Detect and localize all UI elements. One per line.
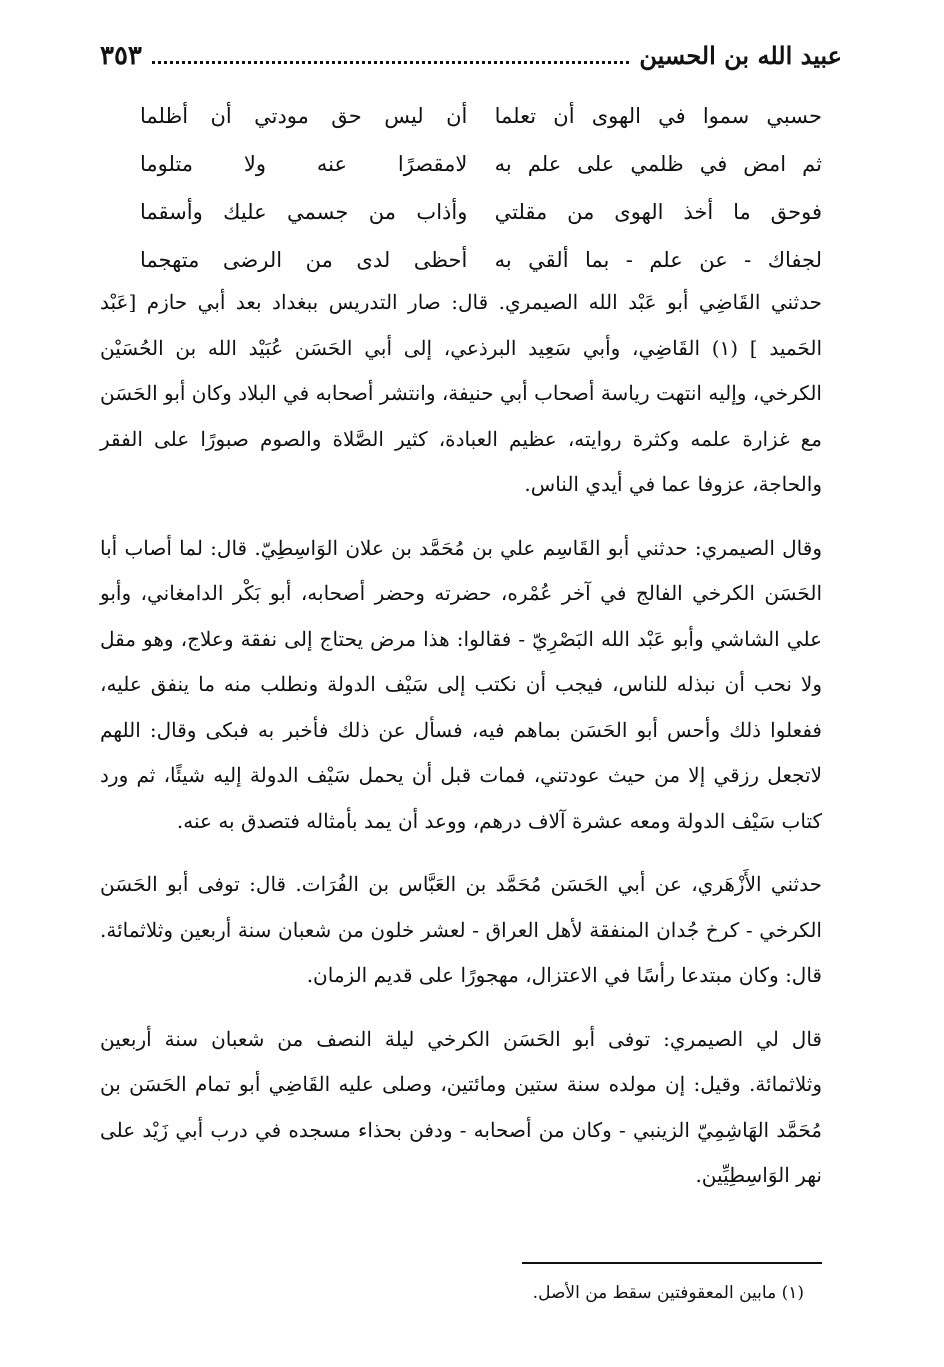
footnote: (١) مابين المعقوفتين سقط من الأصل.: [532, 1283, 804, 1303]
page-number: ٣٥٣: [100, 41, 142, 71]
poem-verse: [140, 140, 822, 188]
paragraph: وقال الصيمري: حدثني أبو القَاسِم علي بن مُحَمَّد بن علان الوَاسِطِيّ. قال: لما أصاب أبا الحَسَن الكرخي الفالج في آخر عُمْره، حضرته وحضر أصحابه، أبو بَكْر الدامغاني، وأبو علي الشاشي وأبو عَبْد الله البَصْرِيّ - فقالوا: هذا مرض يحتاج إلى نفقة وعلاج، وهو مقل ولا نحب أن نبذله للناس، فيجب أن نكتب إلى سَيْف الدولة ونطلب منه ما ينفق عليه، ففعلوا ذلك وأحس أبو الحَسَن بماهم فيه، فسأل عن ذلك فأخبر به فبكى وقال: اللهم لاتجعل رزقي إلا من حيث عودتني، فمات قبل أن يحمل سَيْف الدولة إليه شيئًا، ثم ورد كتاب سَيْف الدولة ومعه عشرة آلاف درهم، ووعد أن يمد بأمثاله فتصدق به عنه.: [100, 535, 822, 833]
verse-second-hemistich: أحظى لدى من الرضى متهجما: [140, 248, 468, 272]
verse-second-hemistich: أن ليس حق مودتي أن أظلما: [140, 104, 468, 128]
running-title: عبيد الله بن الحسين: [639, 41, 842, 70]
paragraph: حدثني القَاضِي أبو عَبْد الله الصيمري. قال: صار التدريس ببغداد بعد أبي حازم [عَبْد الحَميد ] (١) القَاضِي، وأبي سَعِيد البرذعي، إلى أبي الحَسَن عُبَيْد الله بن الحُسَيْن الكرخي، وإليه انتهت رياسة أصحاب أبي حنيفة، وانتشر أصحابه في البلاد وكان أبو الحَسَن مع غزارة علمه وكثرة روايته، عظيم العبادة، كثير الصَّلاة والصوم صبورًا على الفقر والحاجة، عزوفا عما في أيدي الناس.: [100, 290, 822, 496]
page-header: [100, 36, 842, 76]
dotted-leader: [152, 60, 629, 64]
verse-first-hemistich: حسبي سموا في الهوى أن تعلما: [494, 104, 822, 128]
paragraph: حدثني الأَزْهَري، عن أبي الحَسَن مُحَمَّد بن العَبَّاس بن الفُرَات. قال: توفى أبو الحَسَن الكرخي - كرخ جُدان المنفقة لأهل العراق - لعشر خلون من شعبان سنة أربعين وثلاثمائة. قال: وكان مبتدعا رأسًا في الاعتزال، مهجورًا على قديم الزمان.: [100, 872, 822, 987]
poem-verse: [140, 236, 822, 284]
poem-verse: [140, 188, 822, 236]
poem: [140, 92, 822, 284]
body-text: [100, 280, 822, 1217]
verse-first-hemistich: فوحق ما أخذ الهوى من مقلتي: [494, 200, 822, 224]
verse-first-hemistich: لجفاك - عن علم - بما ألقي به: [494, 248, 822, 272]
paragraph: قال لي الصيمري: توفى أبو الحَسَن الكرخي ليلة النصف من شعبان سنة أربعين وثلاثمائة. وقيل: إن مولده سنة ستين ومائتين، وصلى عليه القَاضِي أبو تمام الحَسَن بن مُحَمَّد الهَاشِمِيّ الزينبي - وكان من أصحابه - ودفن بحذاء مسجده في درب أبي زَيْد على نهر الوَاسِطِيِّين.: [100, 1026, 822, 1187]
verse-first-hemistich: ثم امض في ظلمي على علم به: [494, 152, 822, 176]
verse-second-hemistich: وأذاب من جسمي عليك وأسقما: [140, 200, 468, 224]
poem-verse: [140, 92, 822, 140]
footnote-separator: [522, 1262, 822, 1264]
verse-second-hemistich: لامقصرًا عنه ولا متلوما: [140, 152, 468, 176]
